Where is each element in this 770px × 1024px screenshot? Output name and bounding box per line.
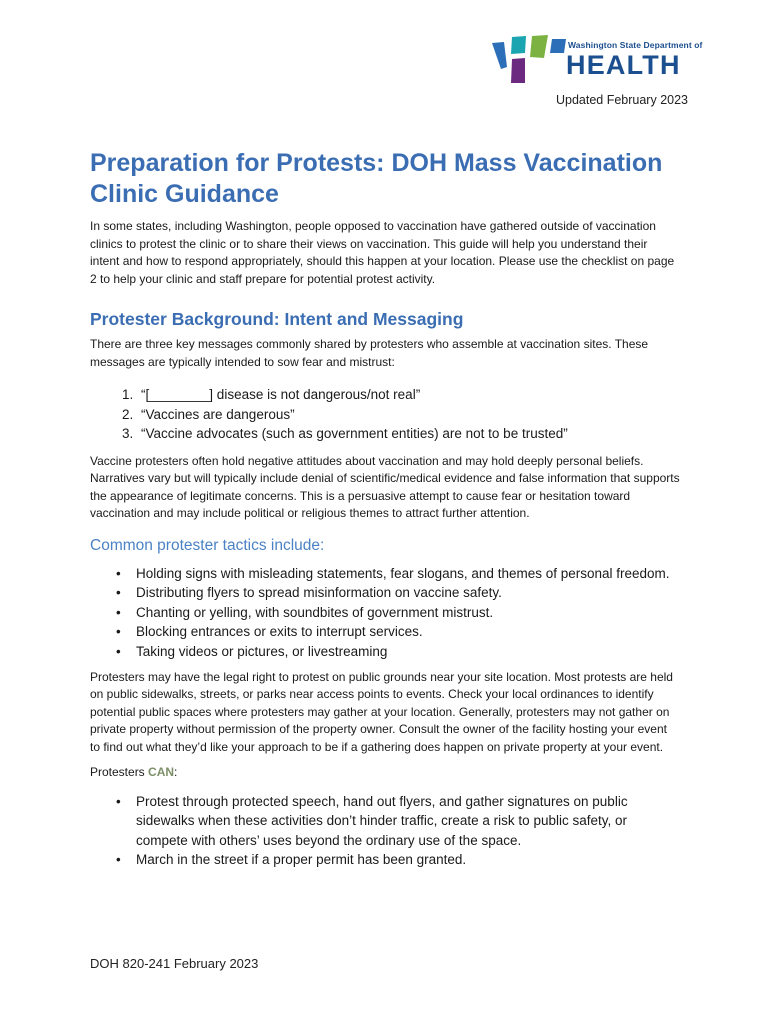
- document-body: [90, 148, 680, 870]
- list-item: 2. “Vaccines are dangerous”: [137, 405, 680, 425]
- can-lead-text: Protesters: [90, 765, 149, 780]
- narrative-paragraph: Vaccine protesters often hold negative attitudes about vaccination and may hold deeply personal beliefs. Narratives vary but will typically include denial of scientific/medical evidence and false information that supports the appearance of legitimate concerns. This is a persuasive attempt to cause fear or hesitation toward vaccination and may include political or religious themes to attract further attention.: [90, 453, 680, 520]
- intro-paragraph: In some states, including Washington, people opposed to vaccination have gathered outside of vaccination clinics to protest the clinic or to share their views on vaccination. This guide will help you understand their intent and how to respond appropriately, should this happen at your location. Please use the checklist on page 2 to help your clinic and staff prepare for potential protest activity.: [90, 219, 675, 286]
- protesters-can-label: [90, 764, 680, 782]
- background-paragraph: There are three key messages commonly shared by protesters who assemble at vaccination sites. These messages are typically intended to sow fear and mistrust:: [90, 337, 649, 369]
- protesters-can-list: [90, 792, 680, 870]
- list-item: • Holding signs with misleading statements, fear slogans, and themes of personal freedom.: [136, 564, 680, 584]
- list-item: 1. “[________] disease is not dangerous/not real”: [137, 385, 680, 405]
- page-title: Preparation for Protests: DOH Mass Vaccination Clinic Guidance: [90, 149, 663, 208]
- list-item: • Distributing flyers to spread misinformation on vaccine safety.: [136, 583, 680, 603]
- footer-doc-id: DOH 820-241 February 2023: [90, 956, 259, 971]
- can-emphasis: CAN: [148, 765, 175, 780]
- list-item: 3. “Vaccine advocates (such as government entities) are not to be trusted”: [137, 424, 680, 444]
- updated-date: Updated February 2023: [555, 93, 688, 107]
- tactics-heading: Common protester tactics include:: [90, 536, 325, 554]
- list-item: • Chanting or yelling, with soundbites of government mistrust.: [136, 603, 680, 623]
- list-item: • March in the street if a proper permit has been granted.: [136, 850, 680, 870]
- list-item: • Taking videos or pictures, or livestreaming: [136, 642, 680, 662]
- tactics-list: [90, 564, 680, 662]
- logo-mark-icon: [492, 33, 572, 89]
- background-heading: Protester Background: Intent and Messaging: [90, 309, 464, 329]
- can-colon: :: [174, 765, 178, 780]
- logo-wordmark: HEALTH: [566, 50, 681, 80]
- key-messages-list: [90, 385, 680, 444]
- list-item: • Protest through protected speech, hand out flyers, and gather signatures on public sidewalks when these activities don’t hinder traffic, create a risk to public safety, or compete with others’ uses beyond the ordinary use of the space.: [136, 792, 680, 851]
- legal-rights-paragraph: Protesters may have the legal right to protest on public grounds near your site location. Most protests are held on public sidewalks, streets, or parks near access points to events. Check your local ordinances to identify potential public spaces where protesters may gather at your location. Generally, protesters may not gather on private property without permission of the property owner. Consult the owner of the facility hosting your event to find out what they’d like your approach to be if a gathering does happen on private property at your event.: [90, 670, 673, 754]
- logo-org-line: Washington State Department of: [568, 40, 703, 50]
- list-item: • Blocking entrances or exits to interrupt services.: [136, 622, 680, 642]
